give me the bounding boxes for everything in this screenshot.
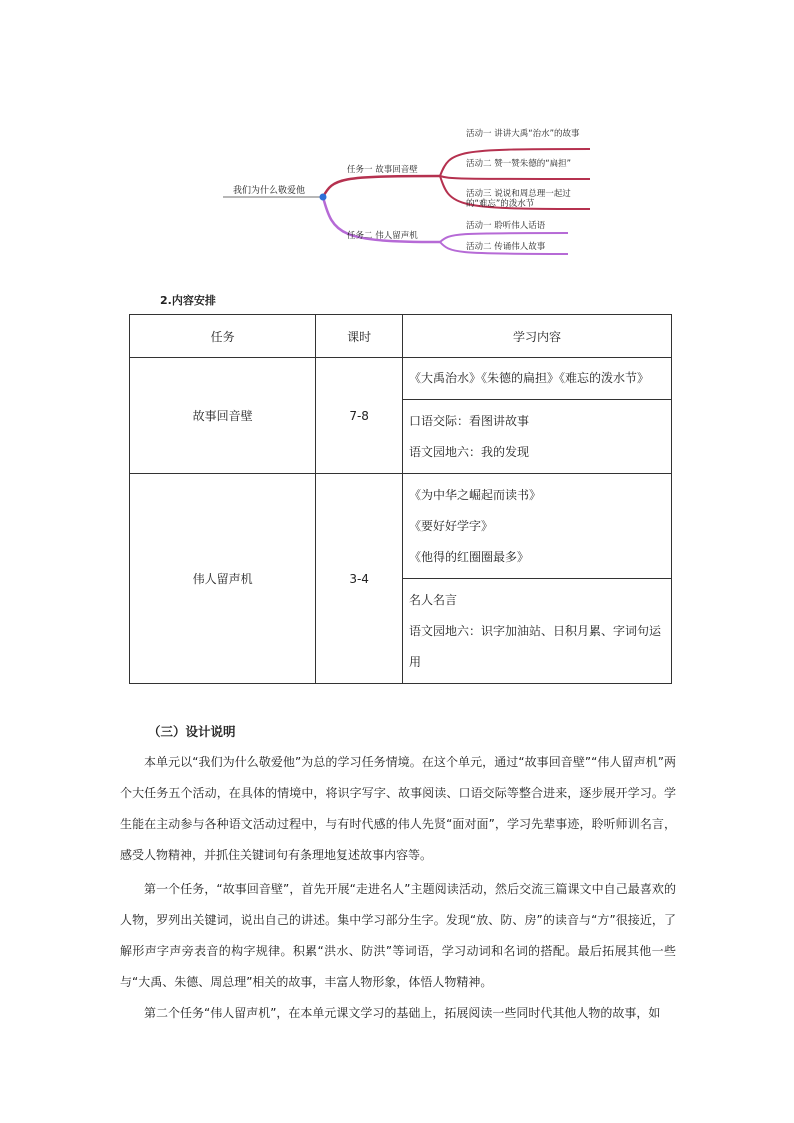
table-cell-task: 故事回音壁 (130, 358, 316, 474)
table-row (130, 358, 672, 400)
content-line: 名人名言 (409, 592, 458, 607)
table-row (130, 474, 672, 579)
section-heading: 2.内容安排 (160, 294, 216, 307)
content-line: 《为中华之崛起而读书》 (409, 487, 542, 502)
table-cell-content (403, 474, 672, 579)
table-header-task: 任务 (130, 315, 316, 358)
design-paragraph-2: 第一个任务，“故事回音壁”，首先开展“走进名人”主题阅读活动，然后交流三篇课文中自己最喜欢的人物，罗列出关键词，说出自己的讲述。集中学习部分生字。发现“放、防、房”的读音与“方”很接近，了解形声字声旁表音的构字规律。积累“洪水、防洪”等词语，学习动词和名词的搭配。最后拓展其他一些与“大禹、朱德、周总理”相关的故事，丰富人物形象，体悟人物精神。 (120, 882, 676, 989)
content-line: 《他得的红圈圈最多》 (409, 549, 530, 564)
content-line: 口语交际：看图讲故事 (409, 413, 530, 428)
design-paragraph-3: 第二个任务“伟人留声机”，在本单元课文学习的基础上，拓展阅读一些同时代其他人物的故事，如 (144, 1006, 661, 1020)
table-header-hours: 课时 (316, 315, 403, 358)
table-header-row (130, 315, 672, 358)
content-line: 用 (409, 654, 422, 669)
design-paragraph-1: 本单元以“我们为什么敬爱他”为总的学习任务情境。在这个单元，通过“故事回音壁”“伟人留声机”两个大任务五个活动，在具体的情境中，将识字写字、故事阅读、口语交际等整合进来，逐步展开学习。学生能在主动参与各种语文活动过程中，与有时代感的伟人先贤“面对面”，学习先辈事迹，聆听师训名言，感受人物精神，并抓住关键词句有条理地复述故事内容等。 (120, 755, 676, 862)
design-heading: （三）设计说明 (148, 724, 236, 739)
table-cell-hours: 3-4 (316, 474, 403, 684)
table-cell-hours: 7-8 (316, 358, 403, 474)
table-header-content: 学习内容 (403, 315, 672, 358)
mindmap-task1-label: 任务一 故事回音壁 (347, 165, 418, 175)
mindmap-branch-task1 (323, 176, 440, 197)
mindmap-root-label: 我们为什么敬爱他 (233, 186, 306, 196)
table-cell-task: 伟人留声机 (130, 474, 316, 684)
mindmap-sub-b1 (440, 233, 568, 242)
mindmap-activity-1-3: 活动三 说说和周总理一起过的“难忘”的泼水节 (466, 189, 571, 209)
content-line: 语文园地六：我的发现 (409, 444, 530, 459)
table-cell-content (403, 358, 672, 400)
content-line: 语文园地六：识字加油站、日积月累、字词句运 (409, 623, 662, 638)
mindmap-sub-a2 (440, 176, 590, 179)
table-cell-content (403, 400, 672, 474)
mindmap-task2-label: 任务二 伟人留声机 (347, 231, 418, 241)
mindmap-activity-1-2: 活动二 赞一赞朱德的“扁担” (466, 159, 572, 169)
mindmap-activity-1-1: 活动一 讲讲大禹“治水”的故事 (466, 129, 580, 139)
content-line: 《要好好学字》 (409, 518, 494, 533)
mindmap-root-node (320, 194, 327, 201)
mindmap-diagram (0, 0, 794, 270)
table-cell-content (403, 579, 672, 684)
mindmap-activity-2-2: 活动二 传诵伟人故事 (466, 242, 546, 252)
content-table (129, 314, 672, 684)
content-line: 《大禹治水》《朱德的扁担》《难忘的泼水节》 (409, 371, 650, 385)
mindmap-activity-2-1: 活动一 聆听伟人话语 (466, 221, 546, 231)
